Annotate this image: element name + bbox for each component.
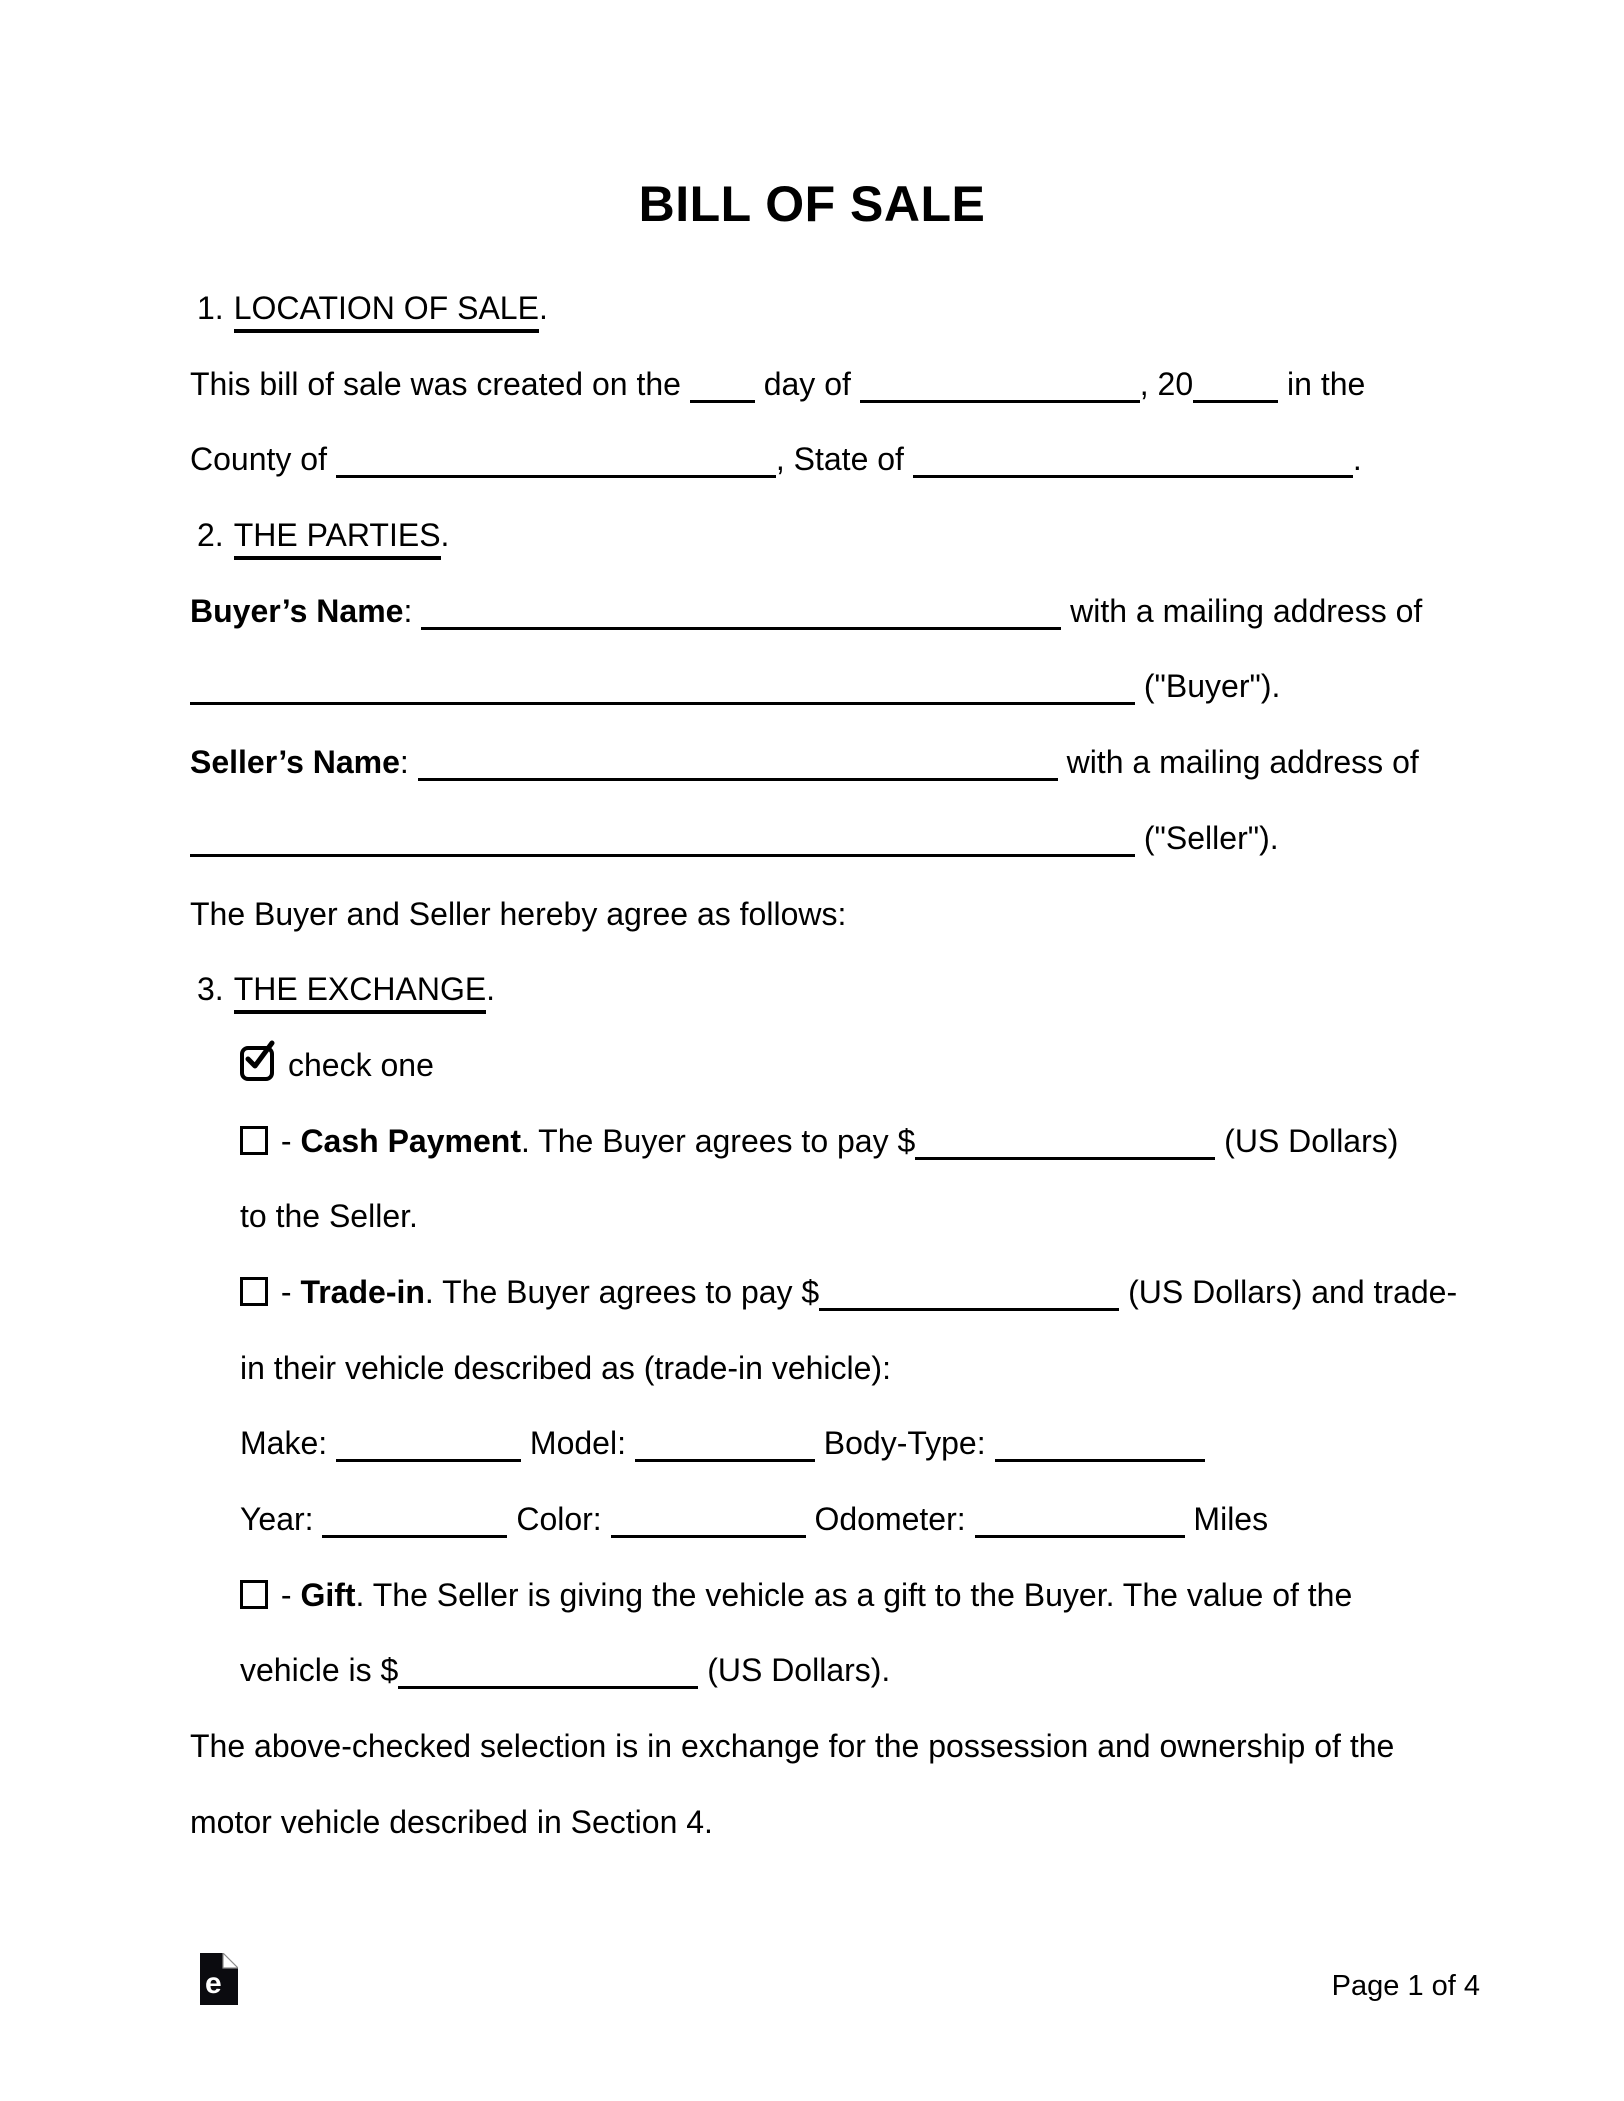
text: with a mailing address of [1057, 744, 1419, 781]
text: with a mailing address of [1061, 592, 1423, 629]
gift-label: Gift [300, 1576, 356, 1613]
check-one-row [190, 1028, 1470, 1104]
year-blank[interactable] [1193, 398, 1278, 403]
text: : [399, 744, 418, 781]
section2-heading-row [190, 498, 1470, 574]
body-type-blank[interactable] [995, 1457, 1205, 1462]
gift-value-blank[interactable] [398, 1684, 698, 1689]
section2-number: 2. [197, 517, 224, 554]
seller-name-label: Seller’s Name [190, 744, 400, 781]
text: - [272, 1122, 301, 1159]
trade-amount-blank[interactable] [819, 1306, 1119, 1311]
text: - [272, 1576, 301, 1613]
buyer-name-label: Buyer’s Name [190, 592, 404, 629]
cash-payment-checkbox[interactable] [240, 1126, 268, 1155]
gift-checkbox[interactable] [240, 1580, 268, 1609]
section3-heading-period: . [486, 971, 496, 1008]
text: in the [1278, 365, 1366, 402]
vehicle-row-2 [190, 1482, 1470, 1558]
model-blank[interactable] [635, 1457, 815, 1462]
county-blank[interactable] [336, 473, 776, 478]
section3-heading: THE EXCHANGE [234, 968, 486, 1014]
text: - [272, 1273, 301, 1310]
section2-heading: THE PARTIES [234, 514, 441, 560]
state-blank[interactable] [913, 473, 1353, 478]
closing-line-2: motor vehicle described in Section 4. [190, 1803, 713, 1840]
cash-payment-row [190, 1104, 1470, 1180]
seller-address-row [190, 801, 1470, 877]
text: This bill of sale was created on the [190, 365, 690, 402]
seller-name-blank[interactable] [418, 776, 1058, 781]
text: . The Buyer agrees to pay $ [520, 1122, 916, 1159]
buyer-address-blank[interactable] [190, 700, 1135, 705]
buyer-name-row [190, 574, 1470, 650]
vehicle-row-1 [190, 1406, 1470, 1482]
model-label: Model: [521, 1425, 635, 1462]
section1-heading: LOCATION OF SALE [234, 287, 539, 333]
text: vehicle is $ [240, 1652, 399, 1689]
buyer-name-blank[interactable] [421, 625, 1061, 630]
document-page-icon [200, 1953, 238, 2005]
make-blank[interactable] [336, 1457, 521, 1462]
trade-in-label: Trade-in [300, 1273, 425, 1310]
cash-amount-blank[interactable] [915, 1155, 1215, 1160]
document-body [190, 271, 1470, 1860]
text: ("Seller"). [1135, 819, 1279, 856]
trade-in-row [190, 1255, 1470, 1331]
trade-in-cont: in their vehicle described as (trade-in vehicle): [240, 1349, 891, 1386]
text: County of [190, 441, 336, 478]
day-blank[interactable] [690, 398, 755, 403]
section1-heading-row [190, 271, 1470, 347]
trade-in-checkbox[interactable] [240, 1277, 268, 1306]
text: , State of [775, 441, 913, 478]
text: (US Dollars) [1215, 1122, 1399, 1159]
checked-checkbox-icon[interactable] [240, 1046, 274, 1081]
year-label: Year: [240, 1501, 323, 1537]
text: ("Buyer"). [1135, 668, 1281, 705]
page-number: Page 1 of 4 [1331, 1970, 1480, 2002]
cash-payment-label: Cash Payment [300, 1122, 521, 1159]
section3-number: 3. [197, 971, 224, 1008]
make-label: Make: [240, 1425, 337, 1462]
closing-line-1: The above-checked selection is in exchange for the possession and ownership of the [190, 1728, 1395, 1765]
body-type-label: Body-Type: [814, 1425, 995, 1462]
location-sentence-line2 [190, 422, 1470, 498]
seller-address-blank[interactable] [190, 852, 1135, 857]
gift-cont [190, 1633, 1470, 1709]
text: . [1352, 441, 1362, 478]
eforms-logo [200, 1953, 238, 2013]
text: day of [754, 365, 860, 402]
month-blank[interactable] [860, 398, 1140, 403]
section3-heading-row [190, 952, 1470, 1028]
check-one-label: check one [288, 1046, 434, 1083]
buyer-address-row [190, 649, 1470, 725]
text: . The Buyer agrees to pay $ [424, 1273, 820, 1310]
color-label: Color: [507, 1501, 611, 1537]
color-blank[interactable] [611, 1533, 806, 1538]
text: : [403, 592, 422, 629]
section1-heading-period: . [538, 290, 548, 326]
section1-number: 1. [197, 290, 224, 326]
agreement-intro: The Buyer and Seller hereby agree as follows: [190, 895, 847, 932]
seller-name-row [190, 725, 1470, 801]
odometer-blank[interactable] [975, 1533, 1185, 1538]
cash-payment-cont: to the Seller. [240, 1198, 418, 1235]
location-sentence-line1 [190, 347, 1470, 423]
vehicle-year-blank[interactable] [322, 1533, 507, 1538]
logo-letter: e [205, 1967, 222, 2000]
gift-row [190, 1558, 1470, 1634]
miles-label: Miles [1184, 1501, 1269, 1537]
text: , 20 [1139, 365, 1194, 402]
page-title: BILL OF SALE [638, 176, 986, 232]
odometer-label: Odometer: [805, 1501, 975, 1537]
section2-heading-period: . [440, 517, 450, 554]
text: (US Dollars). [698, 1652, 891, 1689]
text: . The Seller is giving the vehicle as a gift to the Buyer. The value of the [355, 1576, 1353, 1613]
text: (US Dollars) and trade- [1119, 1273, 1458, 1310]
